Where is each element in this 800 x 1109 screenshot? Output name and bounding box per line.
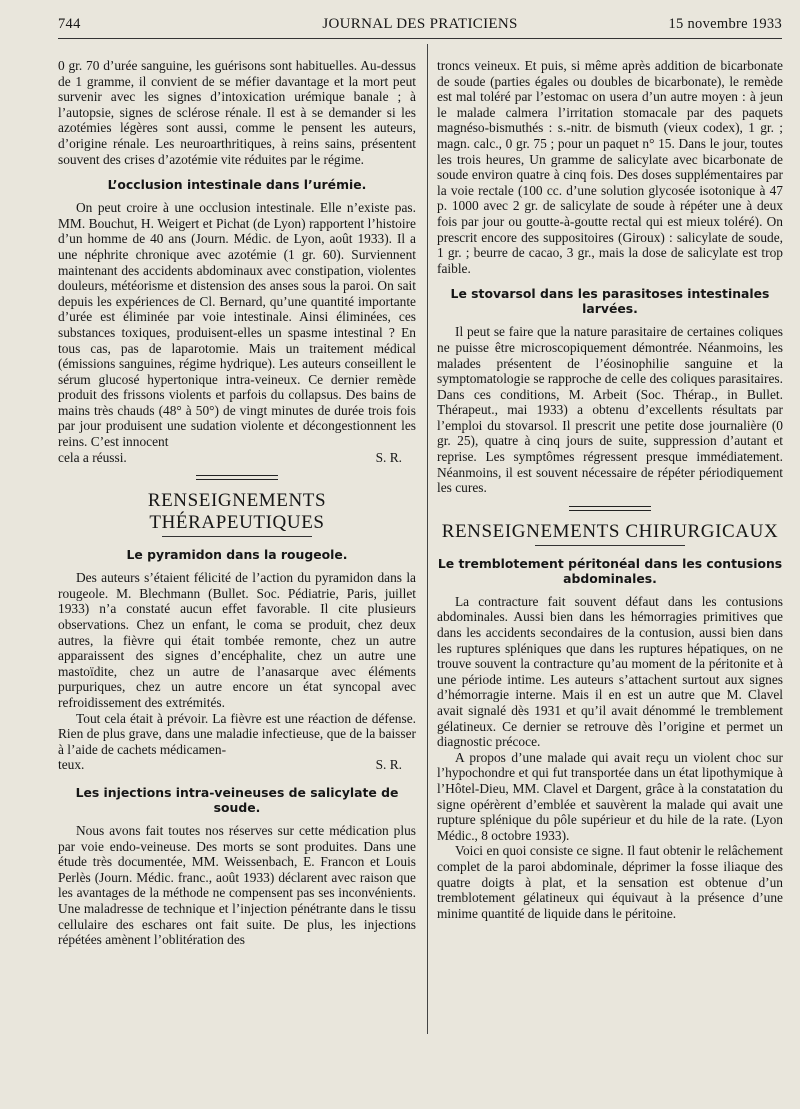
pyramidon-paragraph-1: Des auteurs s’étaient félicité de l’action du pyramidon dans la rougeole. M. Blechmann (Bullet. Soc. Pédiatrie, Paris, juillet 1933) n’a constaté aucun effet favorable. Il cite plusieurs observations. Chez un enfant, le coma se produit, chez deux autres, la fièvre qui était tombée remonte, chez un autre apparaissent des signes d’encéphalite, chez un autre une mastoïdite, chez un autre de l’anasarque avec éléments purpuriques, chez un autre encore un état syncopal avec refroidissement des extrémités. (58, 570, 416, 710)
section-underline (162, 536, 312, 537)
occlusion-closing (58, 450, 416, 466)
occlusion-heading: L’occlusion intestinale dans l’urémie. (107, 177, 367, 193)
tremblement-paragraph-3: Voici en quoi consiste ce signe. Il faut obtenir le relâchement complet de la paroi abdominale, déprimer la fosse iliaque des quatre doigts à plat, et la sensation est obtenue d’un tremblotement gélatineux qui équivaut à la présence d’une minime quantité de liquide dans le péritoine. (437, 843, 783, 921)
pyramidon-paragraph-2: Tout cela était à prévoir. La fièvre est une réaction de défense. Rien de plus grave, dans une maladie infectieuse, que de la baisser à l’aide de cachets médicamen- (58, 710, 416, 757)
issue-date: 15 novembre 1933 (668, 16, 782, 32)
column-divider (427, 44, 428, 1034)
tremblement-paragraph-2: A propos d’une malade qui avait reçu un violent choc sur l’hypochondre et qui fut transportée dans un état lipothymique à l’Hôtel-Dieu, MM. Clavel et Dargent, grâce à la constatation du signe opérèrent d’emblée et sauvèrent la malade qui avait une rupture splénique du pôle supérieur et du hile de la rate. (Lyon Médic., 8 octobre 1933). (437, 749, 783, 843)
therapeutic-section-title: RENSEIGNEMENTS THÉRAPEUTIQUES (147, 490, 327, 534)
occlusion-end-text: cela a réussi. (58, 449, 127, 465)
pyramidon-signature: S. R. (375, 757, 402, 773)
section-underline-right (535, 545, 685, 546)
salicylate-paragraph: Nous avons fait toutes nos réserves sur cette médication plus par voie endo-veineuse. Des morts se sont produites. Dans une étude très documentée, MM. Weissenbach, E. Francon et Louis Perlès (Journ. Médic. franc., août 1933) déclarent avec raison que les avantages de la méthode ne compensent pas ses inconvénients. Une maladresse de technique et l’injection pénétrante dans le tissu cellulaire des eschares ont fait suite. De plus, les injections répétées amènent l’oblitération des (58, 822, 416, 948)
section-separator-right (569, 506, 651, 511)
journal-title: JOURNAL DES PRATICIENS (322, 16, 518, 32)
right-intro-paragraph: troncs veineux. Et puis, si même après addition de bicarbonate de soude (parties égales ou doubles de bicarbonate), le remède est mal toléré par l’estomac on usera d’un autre moyen : à jeun le malade calmera l’irritation stomacale par des paquets magnéso-bismuthés : s.-nitr. de bismuth (vieux codex), 1 gr. ; magn. calc., 0 gr. 75 ; pour un paquet n° 15. Dans le jour, toutes les trois heures, Un gramme de salicylate avec bicarbonate de soude environ quatre à cinq fois. Des doses supplémentaires par la voie rectale (100 cc. d’une solution glycosée isotonique à 47 p. 1000 avec 2 gr. de salicylate de soude à répéter une à deux fois par jour ou goutte-à-goutte rectal qui est mieux toléré). On prescrit encore des suppositoires (Giroux) : salicylate de soude, 1 gr. ; beurre de cacao, 3 gr., mais la dose de salicylate est trop faible. (437, 58, 783, 276)
salicylate-heading: Les injections intra-veineuses de salicylate de soude. (75, 784, 399, 815)
page-number: 744 (58, 16, 81, 32)
surgical-section-title: RENSEIGNEMENTS CHIRURGICAUX (441, 520, 779, 542)
right-column (437, 58, 783, 921)
stovarsol-heading: Le stovarsol dans les parasitoses intestinales larvées. (450, 286, 770, 317)
page-header (58, 16, 782, 36)
tremblement-paragraph-1: La contracture fait souvent défaut dans les contusions abdominales. Aussi bien dans les hémorragies primitives que dans les accidents secondaires de la contusion, aussi bien dans les ruptures spléniques que dans les ruptures hépatiques, on ne trouve souvent la contracture qu’au moment de la péritonite et à une période intime. Les auteurs s’attachent surtout aux signes d’hémorragie interne. Mais il en est un autre que M. Clavel avait signalé dès 1931 et qu’il avait dénommé le tremblement gélatineux. Ce dernier se retrouve dès l’origine et permet un diagnostic précoce. (437, 593, 783, 750)
header-rule (58, 38, 782, 39)
left-intro-paragraph: 0 gr. 70 d’urée sanguine, les guérisons sont habituelles. Au-dessus de 1 gramme, il convient de se méfier davantage et la mort peut survenir avec les signes d’intoxication urémique banale ; à l’autopsie, signes de sclérose rénale. Il est à se demander si les azotémies légères sont aussi, comme le pensent les auteurs, d’origine rénale. Les neuroarthritiques, à reins sains, présentent souvent des crises d’azotémie vite réduites par le régime. (58, 58, 416, 167)
tremblement-heading: Le tremblotement péritonéal dans les contusions abdominales. (437, 555, 783, 586)
stovarsol-paragraph: Il peut se faire que la nature parasitaire de certaines coliques ne puisse être microscopiquement démontrée. Néanmoins, les malades présentent de l’éosinophilie sanguine et la symptomatologie se rapproche de celle des coliques parasitaires. Dans ces conditions, M. Arbeit (Soc. Thérap., in Bullet. Thérapeut., mai 1933) a obtenu d’excellents résultats par l’emploi du stovarsol. Il prescrit une petite dose journalière (0 gr. 25), quatre à cinq jours de suite, suppression d’autant et reprise. Les symptômes régressent presque immédiatement. Néanmoins, il est souvent nécessaire de répéter périodiquement les cures. (437, 324, 783, 496)
left-column (58, 58, 416, 948)
occlusion-signature: S. R. (375, 449, 402, 465)
pyramidon-end-text: teux. (58, 757, 85, 773)
pyramidon-heading: Le pyramidon dans la rougeole. (126, 547, 348, 563)
occlusion-paragraph: On peut croire à une occlusion intestinale. Elle n’existe pas. MM. Bouchut, H. Weigert et Pichat (de Lyon) rapportent l’histoire d’un homme de 40 ans (Journ. Médic. de Lyon, août 1933). Il a une néphrite chronique avec azotémie (1 gr. 60). Surviennent maintenant des accidents abdominaux avec constipation, violentes douleurs, météorisme et distension des anses sous la paroi. On sait depuis les expériences de Cl. Bernard, qu’une quantité importante d’urée est éliminée par voie intestinale. Ainsi éliminées, ces substances toxiques, produisent-elles un spasme intestinal ? En tous cas, pas de laparotomie. Mais un traitement médical (émissions sanguines, régime hydrique). Les auteurs conseillent le sérum glucosé hypertonique intra-veineux. Ce dernier remède produit des frissons violents et parfois du collapsus. Des bains de mains très chauds (48° à 50°) de vingt minutes de durée trois fois par jour produisent une sudation violente et décongestionnent les reins. C’est innocent (58, 200, 416, 450)
section-separator (196, 475, 278, 480)
pyramidon-closing (58, 757, 416, 773)
